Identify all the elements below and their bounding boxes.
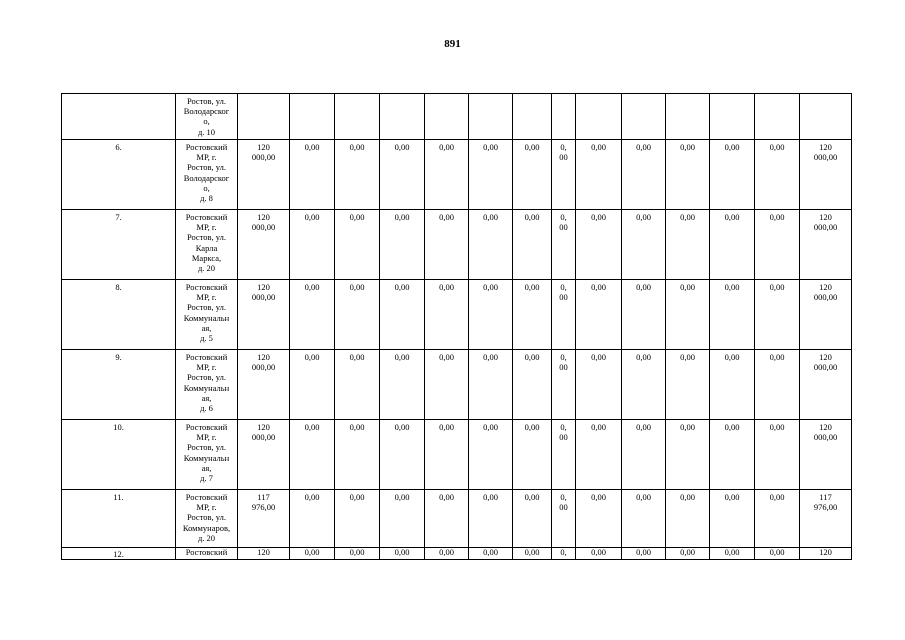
value-cell: 0,00 [755, 420, 800, 490]
value-cell: 0,00 [666, 420, 710, 490]
value-cell: 0,00 [622, 420, 666, 490]
value-cell: 0,00 [425, 280, 469, 350]
value-cell: 0,00 [710, 210, 755, 280]
value-cell: 0,00 [622, 350, 666, 420]
value-cell: 0, 00 [552, 140, 576, 210]
value-cell: 0,00 [666, 280, 710, 350]
value-cell: 0,00 [335, 420, 380, 490]
value-cell: 0,00 [290, 350, 335, 420]
row-number-cell [62, 94, 176, 140]
address-cell: Ростовский МР, г. Ростов, ул. Коммунальн ая, д. 5 [176, 280, 238, 350]
row-number-cell: 8. [62, 280, 176, 350]
value-cell: 0,00 [290, 280, 335, 350]
value-cell: 120 000,00 [238, 420, 290, 490]
value-cell: 0,00 [513, 210, 552, 280]
value-cell: 0,00 [710, 420, 755, 490]
value-cell [576, 94, 622, 140]
value-cell: 0,00 [335, 140, 380, 210]
table-row [62, 420, 852, 490]
value-cell [513, 94, 552, 140]
value-cell: 0,00 [290, 420, 335, 490]
table-row [62, 280, 852, 350]
value-cell: 0,00 [576, 548, 622, 560]
value-cell: 0,00 [380, 420, 425, 490]
table-row [62, 548, 852, 560]
budget-table [61, 93, 852, 560]
value-cell: 0,00 [425, 420, 469, 490]
value-cell: 0,00 [335, 210, 380, 280]
value-cell: 117 976,00 [238, 490, 290, 548]
value-cell: 0,00 [425, 350, 469, 420]
value-cell [238, 94, 290, 140]
value-cell: 0,00 [576, 420, 622, 490]
value-cell: 0,00 [666, 490, 710, 548]
value-cell [552, 94, 576, 140]
page-number: 891 [444, 38, 461, 50]
table-row [62, 94, 852, 140]
table-row [62, 490, 852, 548]
value-cell: 0, 00 [552, 280, 576, 350]
value-cell: 0,00 [710, 280, 755, 350]
value-cell [666, 94, 710, 140]
value-cell: 0,00 [290, 210, 335, 280]
value-cell: 120 000,00 [238, 140, 290, 210]
value-cell: 0,00 [380, 490, 425, 548]
value-cell: 120 000,00 [800, 420, 852, 490]
table-row [62, 350, 852, 420]
value-cell: 0,00 [469, 350, 513, 420]
value-cell: 0,00 [425, 140, 469, 210]
value-cell: 0,00 [710, 548, 755, 560]
value-cell [469, 94, 513, 140]
value-cell [755, 94, 800, 140]
row-number-cell: 9. [62, 350, 176, 420]
value-cell: 0, 00 [552, 350, 576, 420]
value-cell: 120 000,00 [238, 280, 290, 350]
value-cell: 0,00 [290, 140, 335, 210]
address-cell: Ростов, ул. Володарског о, д. 10 [176, 94, 238, 140]
value-cell: 0,00 [576, 490, 622, 548]
value-cell: 0,00 [469, 280, 513, 350]
row-number-cell: 7. [62, 210, 176, 280]
value-cell: 120 000,00 [238, 350, 290, 420]
value-cell: 0,00 [666, 548, 710, 560]
address-cell: Ростовский [176, 548, 238, 560]
value-cell [380, 94, 425, 140]
value-cell [622, 94, 666, 140]
value-cell [335, 94, 380, 140]
value-cell: 0,00 [710, 140, 755, 210]
value-cell: 0,00 [335, 490, 380, 548]
value-cell: 0,00 [513, 350, 552, 420]
value-cell: 0,00 [425, 548, 469, 560]
value-cell: 120 000,00 [800, 350, 852, 420]
value-cell: 0, 00 [552, 420, 576, 490]
value-cell: 0,00 [425, 490, 469, 548]
value-cell: 120 000,00 [238, 210, 290, 280]
value-cell: 120 000,00 [800, 140, 852, 210]
value-cell: 0,00 [755, 210, 800, 280]
value-cell: 120 000,00 [800, 280, 852, 350]
value-cell: 0,00 [290, 490, 335, 548]
value-cell: 0,00 [576, 140, 622, 210]
value-cell: 0,00 [469, 420, 513, 490]
value-cell: 0,00 [622, 490, 666, 548]
value-cell: 0,00 [380, 350, 425, 420]
value-cell: 0,00 [622, 548, 666, 560]
value-cell [290, 94, 335, 140]
value-cell [425, 94, 469, 140]
value-cell: 0,00 [380, 210, 425, 280]
table-body [62, 94, 852, 560]
value-cell [710, 94, 755, 140]
address-cell: Ростовский МР, г. Ростов, ул. Володарског о, д. 8 [176, 140, 238, 210]
value-cell: 0,00 [513, 548, 552, 560]
address-cell: Ростовский МР, г. Ростов, ул. Коммунальн ая, д. 6 [176, 350, 238, 420]
value-cell [800, 94, 852, 140]
value-cell: 0,00 [380, 280, 425, 350]
value-cell: 0, [552, 548, 576, 560]
value-cell: 0,00 [622, 140, 666, 210]
value-cell: 0,00 [576, 280, 622, 350]
value-cell: 0, 00 [552, 210, 576, 280]
value-cell: 0,00 [513, 420, 552, 490]
address-cell: Ростовский МР, г. Ростов, ул. Коммунаров, д. 20 [176, 490, 238, 548]
value-cell: 0,00 [666, 210, 710, 280]
value-cell: 0,00 [622, 210, 666, 280]
value-cell: 0,00 [710, 350, 755, 420]
value-cell: 0,00 [666, 140, 710, 210]
value-cell: 0,00 [666, 350, 710, 420]
value-cell: 0,00 [469, 140, 513, 210]
value-cell: 0,00 [755, 490, 800, 548]
value-cell: 0,00 [335, 350, 380, 420]
value-cell: 0,00 [513, 140, 552, 210]
value-cell: 120 000,00 [800, 210, 852, 280]
value-cell: 0,00 [755, 350, 800, 420]
row-number-cell: 10. [62, 420, 176, 490]
value-cell: 0,00 [576, 210, 622, 280]
value-cell: 117 976,00 [800, 490, 852, 548]
value-cell: 0,00 [710, 490, 755, 548]
row-number-cell: 6. [62, 140, 176, 210]
value-cell: 0, 00 [552, 490, 576, 548]
value-cell: 0,00 [755, 548, 800, 560]
value-cell: 0,00 [622, 280, 666, 350]
row-number-cell: 11. [62, 490, 176, 548]
row-number-cell: 12. [62, 548, 176, 560]
value-cell: 0,00 [469, 490, 513, 548]
value-cell: 0,00 [755, 280, 800, 350]
value-cell: 120 [238, 548, 290, 560]
value-cell: 0,00 [469, 210, 513, 280]
value-cell: 0,00 [513, 280, 552, 350]
value-cell: 120 [800, 548, 852, 560]
value-cell: 0,00 [335, 548, 380, 560]
table-row [62, 140, 852, 210]
address-cell: Ростовский МР, г. Ростов, ул. Карла Маркса, д. 20 [176, 210, 238, 280]
address-cell: Ростовский МР, г. Ростов, ул. Коммунальн ая, д. 7 [176, 420, 238, 490]
table-row [62, 210, 852, 280]
value-cell: 0,00 [513, 490, 552, 548]
value-cell: 0,00 [425, 210, 469, 280]
value-cell: 0,00 [380, 140, 425, 210]
value-cell: 0,00 [380, 548, 425, 560]
value-cell: 0,00 [335, 280, 380, 350]
value-cell: 0,00 [755, 140, 800, 210]
value-cell: 0,00 [469, 548, 513, 560]
value-cell: 0,00 [290, 548, 335, 560]
value-cell: 0,00 [576, 350, 622, 420]
